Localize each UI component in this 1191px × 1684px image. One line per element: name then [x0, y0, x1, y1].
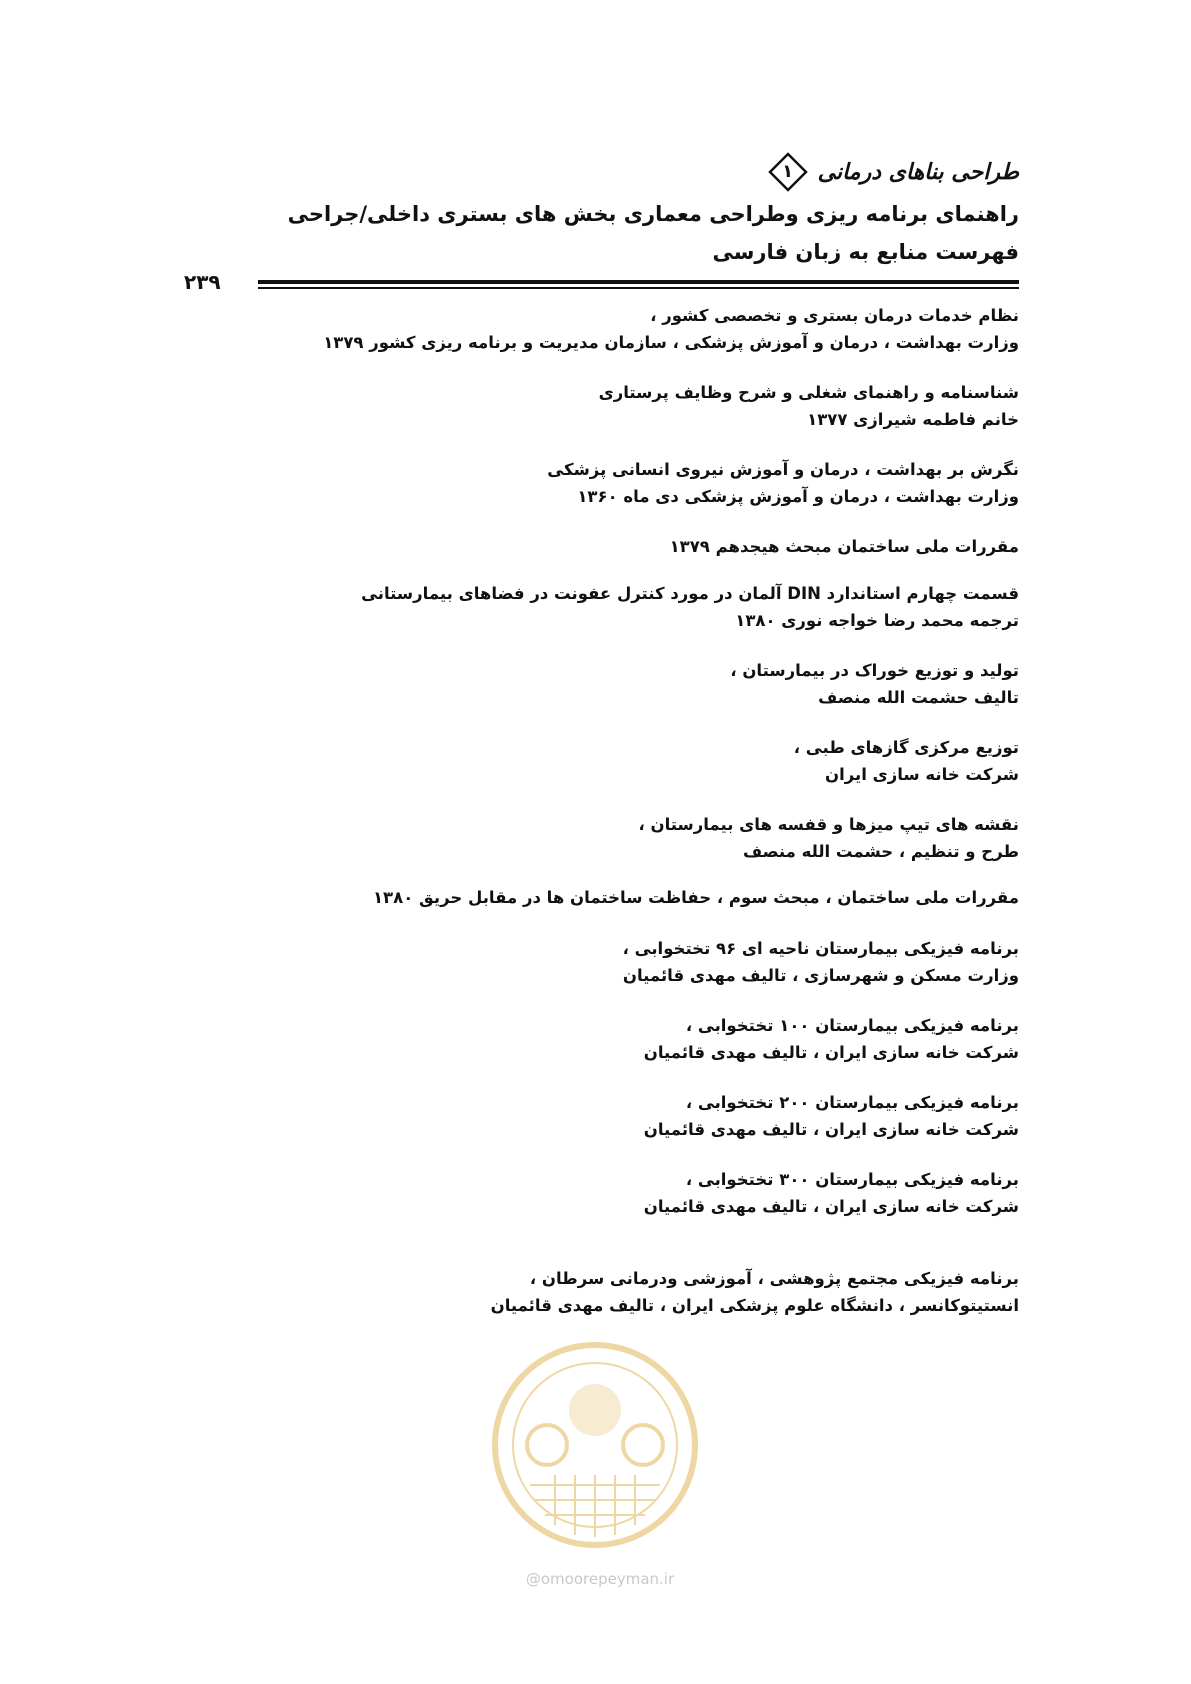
entry-line: وزارت بهداشت ، درمان و آموزش پزشکی ، سازمان مدیریت و برنامه ریزی کشور ۱۳۷۹: [323, 333, 1019, 352]
series-number: ۱: [782, 161, 794, 182]
entry-line: تالیف حشمت الله منصف: [818, 688, 1019, 707]
entry-line: نگرش بر بهداشت ، درمان و آموزش نیروی انسانی پزشکی: [547, 460, 1019, 479]
entry-line: برنامه فیزیکی بیمارستان ۳۰۰ تختخوابی ،: [685, 1170, 1019, 1189]
watermark-logo-icon: [485, 1325, 705, 1565]
entry-line: خانم فاطمه شیرازی ۱۳۷۷: [807, 410, 1019, 429]
series-number-badge: [768, 152, 808, 192]
watermark-url: @omoorepeyman.ir: [525, 1570, 675, 1588]
guide-title: راهنمای برنامه ریزی وطراحی معماری بخش های بستری داخلی/جراحی: [287, 202, 1019, 226]
series-title: طراحی بناهای درمانی: [817, 159, 1019, 185]
entry-line: مقررات ملی ساختمان مبحث هیجدهم ۱۳۷۹: [669, 537, 1019, 556]
entry-line: قسمت چهارم استاندارد DIN آلمان در مورد کنترل عفونت در فضاهای بیمارستانی: [361, 584, 1019, 603]
entry-line: شرکت خانه سازی ایران ، تالیف مهدی قائمیان: [643, 1043, 1019, 1062]
series-header: [768, 150, 1019, 194]
header-rule: [258, 280, 1019, 290]
entry-line: شرکت خانه سازی ایران: [825, 765, 1019, 784]
entry-line: شناسنامه و راهنمای شغلی و شرح وظایف پرستاری: [598, 383, 1019, 402]
entry-line: شرکت خانه سازی ایران ، تالیف مهدی قائمیان: [643, 1120, 1019, 1139]
entry-line: برنامه فیزیکی بیمارستان ۲۰۰ تختخوابی ،: [685, 1093, 1019, 1112]
entry-line: ترجمه محمد رضا خواجه نوری ۱۳۸۰: [735, 611, 1019, 630]
entry-line: توزیع مرکزی گازهای طبی ،: [793, 738, 1019, 757]
entry-line: شرکت خانه سازی ایران ، تالیف مهدی قائمیان: [643, 1197, 1019, 1216]
section-title: فهرست منابع به زبان فارسی: [712, 240, 1019, 264]
entry-line: برنامه فیزیکی بیمارستان ناحیه ای ۹۶ تختخوابی ،: [622, 939, 1019, 958]
entry-line: وزارت مسکن و شهرسازی ، تالیف مهدی قائمیان: [622, 966, 1019, 985]
entry-line: وزارت بهداشت ، درمان و آموزش پزشکی دی ماه ۱۳۶۰: [577, 487, 1019, 506]
header-rule-thin: [258, 287, 1019, 289]
entry-line: مقررات ملی ساختمان ، مبحث سوم ، حفاظت ساختمان ها در مقابل حریق ۱۳۸۰: [372, 888, 1019, 907]
page-number: ۲۳۹: [184, 270, 221, 294]
entry-line: طرح و تنظیم ، حشمت الله منصف: [742, 842, 1019, 861]
entry-line: تولید و توزیع خوراک در بیمارستان ،: [730, 661, 1019, 680]
entry-line: نقشه های تیپ میزها و قفسه های بیمارستان ،: [638, 815, 1019, 834]
entry-line: برنامه فیزیکی بیمارستان ۱۰۰ تختخوابی ،: [685, 1016, 1019, 1035]
entry-line: برنامه فیزیکی مجتمع پژوهشی ، آموزشی ودرمانی سرطان ،: [529, 1269, 1019, 1288]
entry-line: انستیتوکانسر ، دانشگاه علوم پزشکی ایران ، تالیف مهدی قائمیان: [490, 1296, 1019, 1315]
header-rule-thick: [258, 280, 1019, 284]
entry-line: نظام خدمات درمان بستری و تخصصی کشور ،: [650, 306, 1019, 325]
